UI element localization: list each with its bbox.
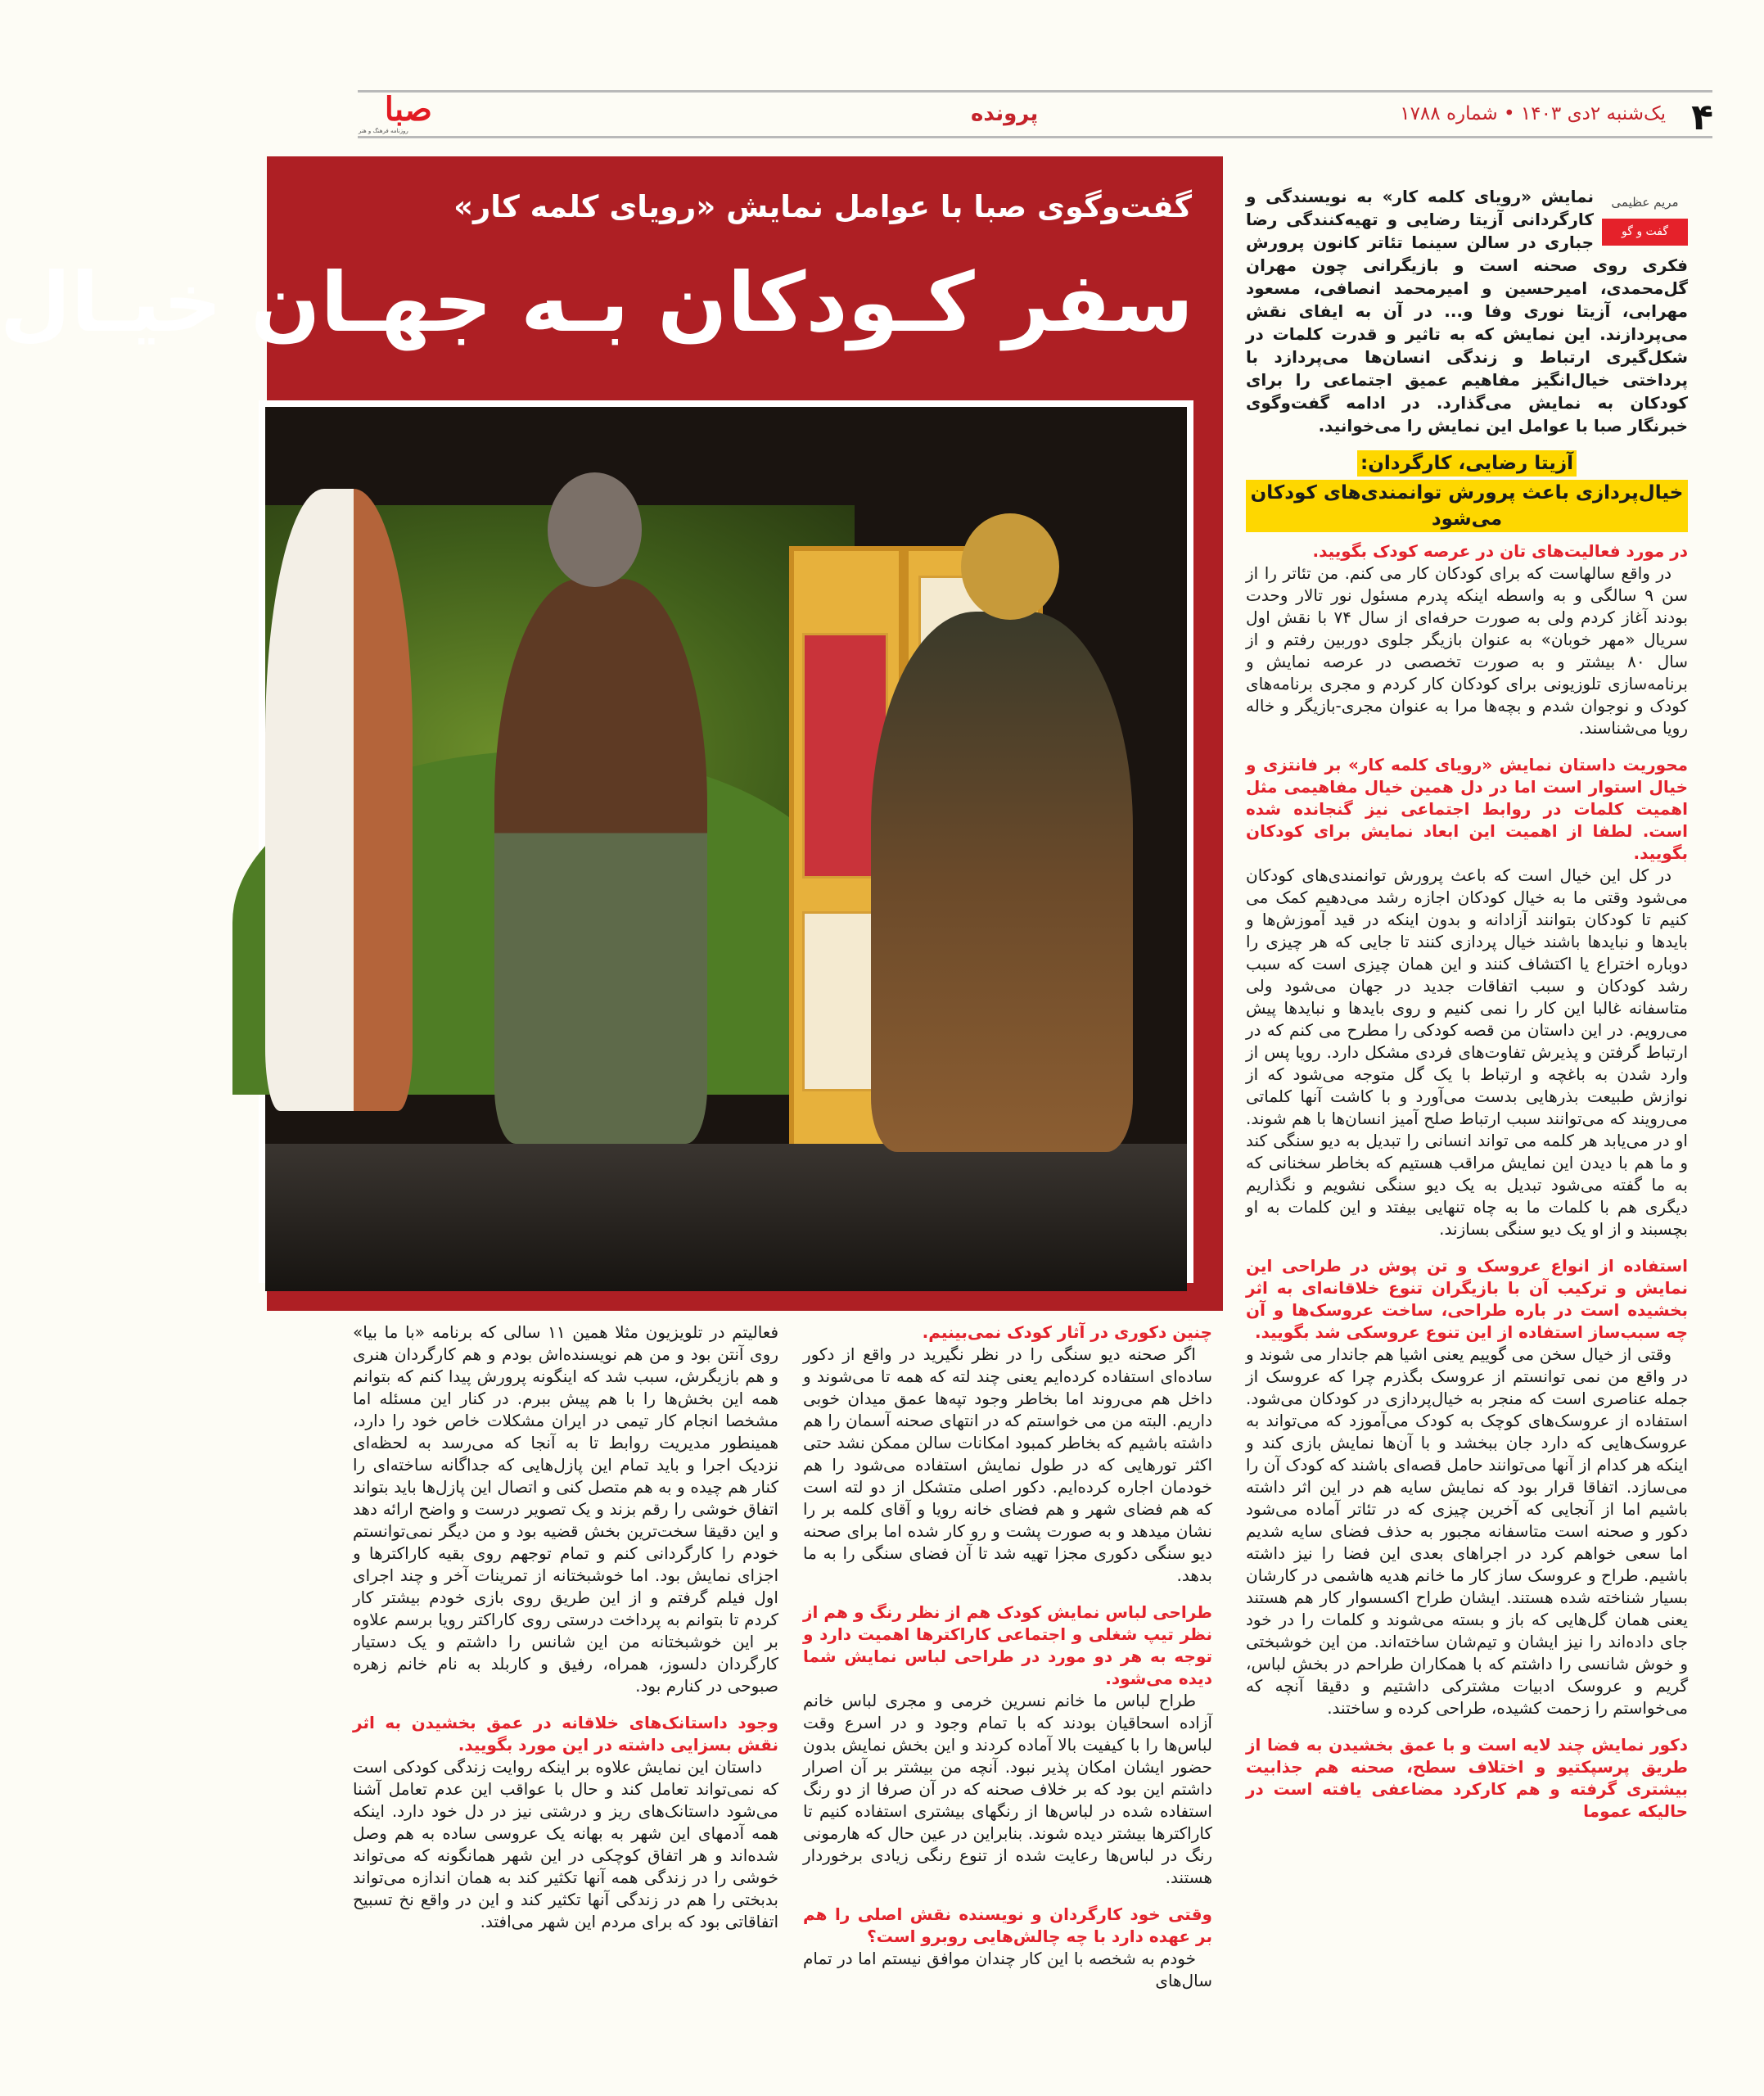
headline-banner xyxy=(0,156,1223,1311)
question: وقتی خود کارگردان و نویسنده نقش اصلی را هم بر عهده دارد با چه چالش‌هایی روبرو است؟ xyxy=(803,1904,1212,1946)
page-number: ۴ xyxy=(1691,97,1713,138)
section-label: پرونده xyxy=(971,102,1039,126)
issue-date: یک‌شنبه ۲دی ۱۴۰۳ • شماره ۱۷۸۸ xyxy=(1400,103,1666,124)
question-continued: چنین دکوری در آثار کودک نمی‌بینیم. xyxy=(922,1322,1212,1342)
lead-paragraph: نمایش «رویای کلمه کار» به نویسندگی و کارگردانی آزیتا رضایی و تهیه‌کنندگی رضا جباری در سالن سینما تئاتر کانون پرورش فکری روی صحنه است و بازیگرانی چون مهران گل‌محمدی، امیرحسین و امیرمحمد انصافی، مسعود مهرابی، آزیتا نوری وفا و... در آن به ایفای نقش می‌پردازند. این نمایش که به تاثیر و قدرت کلمات در شکل‌گیری ارتباط و زندگی انسان‌ها می‌پردازد با پرداختی خیال‌انگیز مفاهیم عمیق اجتماعی را برای کودکان به نمایش می‌گذارد. در ادامه گفت‌وگوی خبرنگار صبا با عوامل این نمایش را می‌خوانید. xyxy=(1246,187,1688,436)
pull-quote xyxy=(1246,449,1688,534)
header-bottom-rule xyxy=(358,136,1712,138)
photo-actor-left xyxy=(265,489,413,1111)
newspaper-logo xyxy=(359,92,432,134)
byline xyxy=(1602,192,1688,246)
answer-start: خودم به شخصه با این کار چندان موافق نیستم اما در تمام سال‌های xyxy=(803,1949,1212,1990)
question: وجود داستانک‌های خلاقانه در عمق بخشیدن به اثر نقش بسزایی داشته در این مورد بگویید. xyxy=(353,1713,778,1755)
answer: در کل این خیال است که باعث پرورش توانمندی‌های کودکان می‌شود وقتی ما به خیال کودکان اجازه رشد می‌دهیم کمک می کنیم تا کودکان بتوانند آزادانه و بدون اینکه در قید آموزش‌ها و بایدها و نبایدها باشند خیال پردازی کنند تا جایی که هر چیزی را دوباره اختراع یا اکتشاف کنند و این همان چیزی است که سبب رشد کودکان و سبب اتفاقات جدید در جهان می‌شود ولی متاسفانه غالبا این کار را نمی کنیم و روی بایدها و نبایدها پیش می‌رویم. در این داستان من قصه کودکی را مطرح می کنم که در ارتباط گرفتن و پذیرش تفاوت‌های فردی مشکل دارد. رویا پس از وارد شدن به باغچه و ارتباط با یک گل متوجه می‌شود که از نوازش طبیعت بذرهایی بدست می‌آورد و با کاشت آنها کلماتی می‌رویند که می‌توانند سبب ارتباط صلح آمیز انسان‌ها با هم شوند. او در می‌یابد هر کلمه می تواند انسانی را تبدیل به دیو سنگی کند و ما هم با دیدن این نمایش مراقب هستیم که بخاطر سخنانی که به ما گفته می‌شود تبدیل به یک دیو سنگی نشویم و نگذاریم دیگری هم با کلمات ما به چاه تنهایی بیفتد و این کلمات به او بچسبند و از او یک دیو سنگی بسازند. xyxy=(1246,865,1688,1239)
answer: وقتی از خیال سخن می گوییم یعنی اشیا هم جاندار می شوند و در واقع من نمی توانستم از عروسک بگذرم چرا که عروسک از جمله عناصری است که منجر به خیال‌پردازی در کودکان می‌شود. استفاده از عروسک‌های کوچک به کودک می‌آموزد که می‌تواند به عروسک‌هایی که دارد جان ببخشد و با آن‌ها نمایش بازی کند و اینکه هر کدام از آنها می‌توانند حامل قصه‌ای باشند که کودک آن را می‌سازد. اتفاقا قرار بود که نمایش سایه هم در این اثر داشته باشیم اما از آنجایی که آخرین چیزی که در تئاتر آماده می‌شود دکور و صحنه است متاسفانه مجبور به حذف فضای سایه شدیم اما سعی خواهم کرد در اجراهای بعدی این فضا را نیز داشته باشیم. طراح و عروسک ساز کار ما خانم هدیه هاشمی در کارشان بسیار شناخته شده هستند. ایشان طراح اکسسوار کار هم هستند یعنی همان گل‌هایی که باز و بسته می‌شوند و کلمات را در خود جای داده‌اند را نیز ایشان و تیم‌شان ساخته‌اند. من این خوشبختی و خوش شانسی را داشتم که با همکاران طراحم در بخش لباس، گریم و عروسک ادبیات مشترکی داشتیم و دقیقا آنچه که می‌خواستم را زحمت کشیده، طراحی کرده و ساختند. xyxy=(1246,1344,1688,1718)
pull-quote-speaker: آزیتا رضایی، کارگردان: xyxy=(1357,450,1577,477)
headline: سفر کـودکان بـه جهـان خیـال xyxy=(0,255,1193,350)
logo-subtitle: روزنامه فرهنگ و هنر xyxy=(359,128,408,134)
stage-photo xyxy=(259,400,1193,1283)
answer: در واقع سالهاست که برای کودکان کار می کنم. من تئاتر را از سن ۹ سالگی و به واسطه اینکه پدرم مسئول نور تالار وحدت بودند آغاز کردم ولی به صورت حرفه‌ای از سال ۷۴ با نقش اول سریال «مهر خوبان» به عنوان بازیگر جلوی دوربین رفتم و از سال ۸۰ بیشتر و به صورت تخصصی در عرصه نمایش و برنامه‌سازی تلوزیونی برای کودکان کار کردم و مجری برنامه‌های کودک و نوجوان شدم و بچه‌ها مرا به عنوان مجری-بازیگر و خاله رویا می‌شناسند. xyxy=(1246,563,1688,738)
left-column xyxy=(353,1321,778,1933)
pull-quote-text: خیال‌پردازی باعث پرورش توانمندی‌های کودکان می‌شود xyxy=(1246,480,1688,532)
photo-actor-right-head xyxy=(961,513,1059,620)
middle-column xyxy=(803,1321,1212,1992)
author-name: مریم عظیمی xyxy=(1611,195,1679,210)
photo-actor-right xyxy=(871,612,1133,1152)
header-top-rule xyxy=(358,90,1712,93)
question: در مورد فعالیت‌های تان در عرصه کودک بگویید. xyxy=(1312,541,1688,561)
kicker: گفت‌وگوی صبا با عوامل نمایش «رویای کلمه کار» xyxy=(453,189,1192,224)
answer-continued: فعالیتم در تلویزیون مثلا همین ۱۱ سالی که برنامه «با ما بیا» روی آنتن بود و من هم نویسنده‌اش بودم و هم کارگردان هنری و هم بازیگرش، سبب شد که اینگونه پرورش پیدا کنم که بتوانم همه این بخش‌ها را با هم پیش ببرم. در کنار این مسئله اما مشخصا انجام کار تیمی در ایران مشکلات خاص خود را دارد، همینطور مدیریت روابط تا به آنجا که می‌رسد به لحظه‌ای نزدیک اجرا و باید تمام این پازل‌هایی که جداگانه ساخته‌ای را کنار هم چیده و به هم متصل کنی و اتصال این پازل‌ها باید بتواند اتفاق خوشی را رقم بزند و یک تصویر درست و واضح ارائه دهد و این دقیقا سخت‌ترین بخش قضیه بود و من دیگر نمی‌توانستم خودم را کارگردانی کنم و تمام توجهم روی بقیه کاراکترها و اجزای نمایش بود. اما خوشبختانه از تمرینات آخر و چند اجرای اول فیلم گرفتم و از این طریق روی بازی خودم بیشتر کار کردم تا بتوانم به پرداخت درستی روی کاراکتر رویا برسم علاوه بر این خوشبختانه من این شانس را داشتم و یک دستیار کارگردان دلسوز، همراه، رفیق و کاربلد به نام خانم زهره صبوحی در کنارم بود. xyxy=(353,1322,779,1696)
answer: طراح لباس ما خانم نسرین خرمی و مجری لباس خانم آزاده اسحاقیان بودند که با تمام وجود و در اسرع وقت لباس‌ها را با کیفیت بالا آماده کردند و این بخش نمایش بدون حضور ایشان امکان پذیر نبود. آنچه من بیشتر بر آن اصرار داشتم این بود که بر خلاف صحنه که در آن صرفا از دو رنگ استفاده شده در لباس‌ها از رنگهای بیشتری استفاده کنیم تا کاراکترها بیشتر دیده شوند. بنابراین در عین حال که هارمونی رنگ در لباس‌ها رعایت شده از تنوع رنگی زیادی برخوردار هستند. xyxy=(803,1691,1212,1887)
question: دکور نمایش چند لایه است و با عمق بخشیدن به فضا از طریق پرسپکتیو و اختلاف سطح، صحنه هم جذابیت بیشتری گرفته و هم کارکرد مضاعفی یافته است در حالیکه عموما xyxy=(1246,1735,1688,1821)
category-tag: گفت و گو xyxy=(1602,219,1688,246)
answer: اگر صحنه دیو سنگی را در نظر نگیرید در واقع از دکور ساده‌ای استفاده کرده‌ایم یعنی چند لته که همه تا می‌شوند و داخل هم می‌روند اما بخاطر وجود تپه‌ها عمق میدان خوبی داریم. البته من می خواستم که در انتهای صحنه آسمان را هم داشته باشیم که بخاطر کمبود امکانات سالن ممکن نشد حتی اکثر تورهایی که در طول نمایش استفاده می‌شود را هم خودمان اجاره کرده‌ایم. دکور اصلی متشکل از دو لته است که هم فضای شهر و هم فضای خانه رویا و آقای کلمه بر را نشان میدهد و به صورت پشت و رو کار شده اما برای صحنه دیو سنگی دکوری مجزا تهیه شد تا آن فضای سنگی را به ما بدهد. xyxy=(803,1344,1212,1585)
photo-actor-middle xyxy=(494,579,707,1144)
answer: داستان این نمایش علاوه بر اینکه روایت زندگی کودکی است که نمی‌تواند تعامل کند و حال با عواقب این عدم تعامل آشنا می‌شود داستانک‌های ریز و درشتی نیز در دل خود دارد. اینکه همه آدمهای این شهر به بهانه یک عروسی ساده به هم وصل شده‌اند و هر اتفاق کوچکی در این شهر همانگونه که می‌تواند خوشی را در زندگی همه آنها تکثیر کند به همان اندازه می‌تواند بدبختی را هم در زندگی آنها تکثیر کند و این در واقع نخ تسبیح اتفاقاتی بود که برای مردم این شهر می‌افتد. xyxy=(353,1757,778,1931)
logo-mark: صبا xyxy=(384,90,432,129)
right-column xyxy=(1246,185,1688,1823)
photo-stage-floor xyxy=(265,1144,1187,1291)
photo-actor-middle-head xyxy=(548,472,642,587)
question: طراحی لباس نمایش کودک هم از نظر رنگ و هم از نظر تیپ شغلی و اجتماعی کاراکترها اهمیت دارد و توجه به هر دو مورد در طراحی لباس نمایش شما دیده می‌شود. xyxy=(803,1602,1212,1688)
question: استفاده از انواع عروسک و تن پوش در طراحی این نمایش و ترکیب آن با بازیگران تنوع خلاقانه‌ای به اثر بخشیده است در باره طراحی، ساخت عروسک‌ها و آن چه سبب‌ساز استفاده از این تنوع عروسکی شد بگویید. xyxy=(1246,1256,1688,1342)
question: محوریت داستان نمایش «رویای کلمه کار» بر فانتزی و خیال استوار است اما در دل همین خیال مفاهیمی مثل اهمیت کلمات در روابط اجتماعی نیز گنجانده شده است. لطفا از اهمیت این ابعاد نمایش برای کودکان بگویید. xyxy=(1246,755,1688,863)
